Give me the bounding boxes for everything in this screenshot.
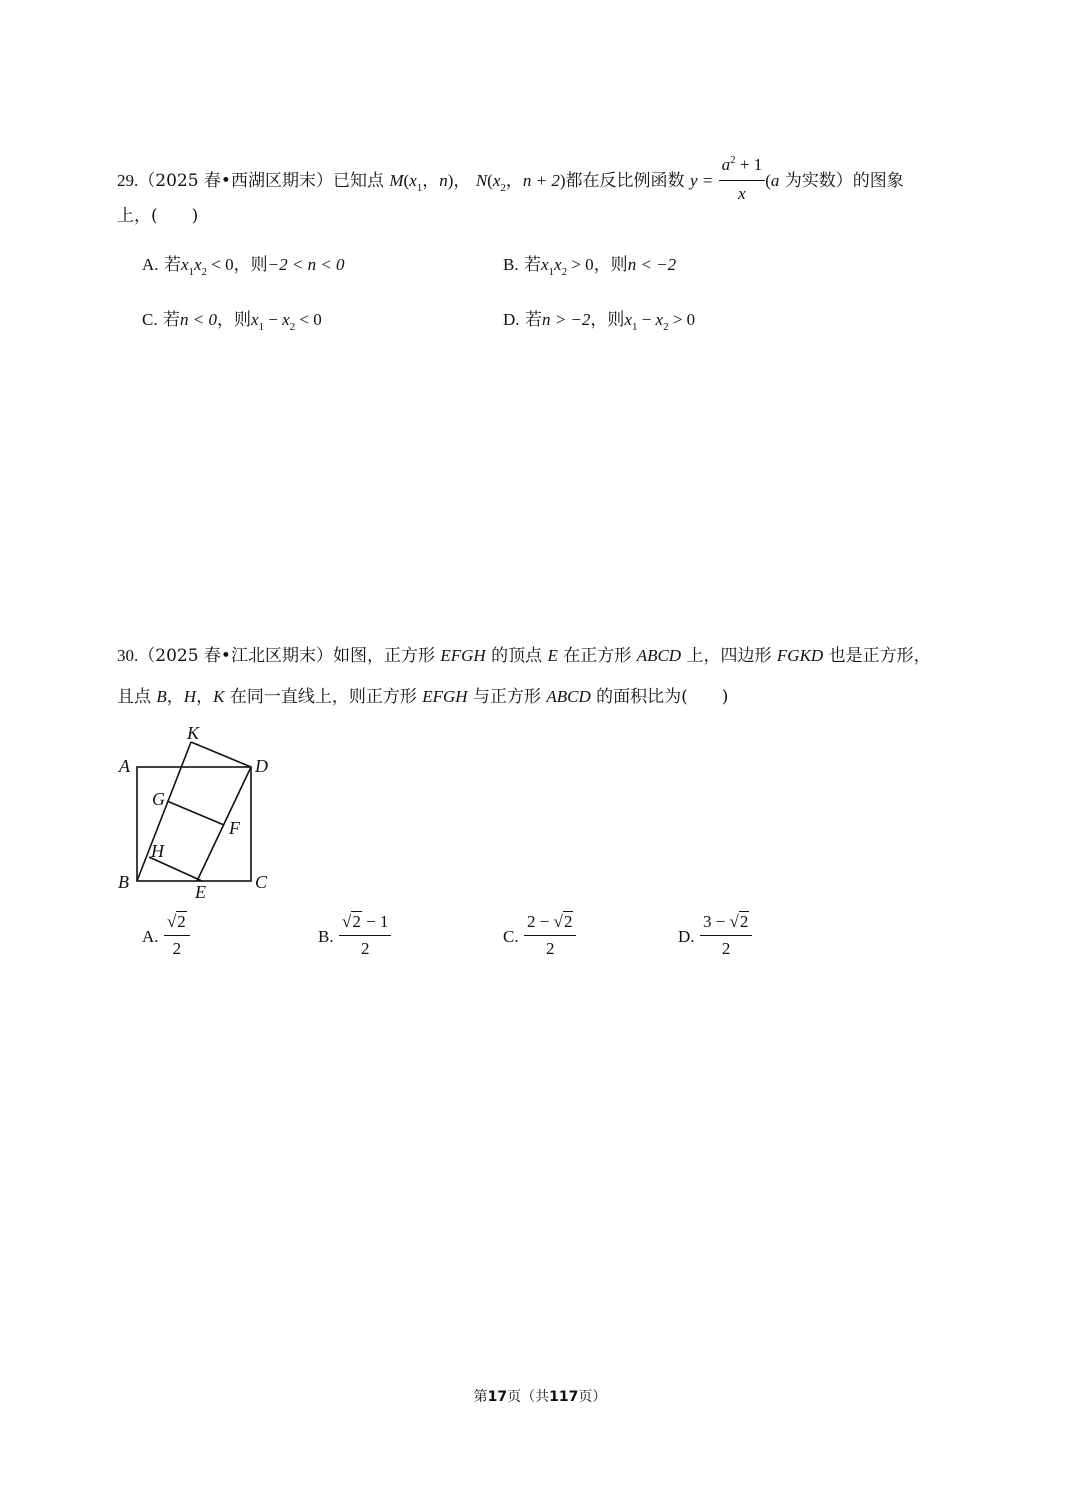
comma: ， [505,171,523,191]
cond-tail: > 0 [567,255,594,274]
var-x: x [492,171,501,190]
q29-point-M: M [389,171,404,190]
option-fraction: $\frac{3 - √2}{2}$ [700,911,752,960]
point-e: E [547,646,558,665]
cond-tail: < 0 [207,255,234,274]
result-tail: < 0 [295,310,322,329]
q29-stem-line2: 上，( ) [117,206,199,226]
plus-one: + 1 [735,155,763,174]
q30-option-c[interactable] [503,913,576,962]
sub: 1 [416,182,423,194]
q30-option-b[interactable] [318,913,391,962]
line-kd [191,742,251,767]
comma: ， [196,687,214,707]
text-ze: ，则 [593,255,628,275]
radicand: 2 [739,912,749,931]
text-ruo: 若 [524,310,542,330]
radicand: 2 [352,912,361,931]
result-tail: > 0 [668,310,696,329]
q29-text-known: 已知点 [332,171,384,191]
num-pre: 3 − [702,912,730,931]
q30-stem-line1 [117,644,931,668]
text: 的面积比为( ) [596,687,729,707]
q29-number: 29. [117,171,139,190]
footer-text: 第 [473,1389,488,1405]
q30-number: 30. [117,646,139,665]
option-label: C. [142,310,158,329]
paren: ( [487,171,493,190]
radicand: 2 [177,912,186,931]
option-label: B. [318,927,334,946]
option-label: A. [142,255,159,274]
denominator: 2 [360,939,370,958]
text: 也是正方形， [828,646,931,666]
paren: ) [447,171,454,190]
square-abcd: ABCD [546,687,591,706]
denominator: 2 [721,939,731,958]
comma: ， [166,687,184,707]
var-x: x [409,171,417,190]
square-efgh: EFGH [422,687,468,706]
label-h: H [151,841,164,861]
label-a: A [119,756,130,776]
paren: ) [559,171,566,190]
frac-den: x [738,184,746,203]
option-label: B. [503,255,519,274]
option-result: −2 < n < 0 [267,255,345,274]
q29-fraction [719,154,766,205]
label-c: C [255,872,268,892]
var-n: n [439,171,448,190]
q30-option-d[interactable] [678,913,752,962]
point-k: K [213,687,225,706]
text-ruo: 若 [163,310,180,330]
text-ze: ，则 [590,310,625,330]
expr-n-plus-2: n + 2 [522,171,560,190]
q29-point-N: N [475,171,488,190]
option-label: D. [678,927,695,946]
option-label: C. [503,927,519,946]
q29-text-real: 为实数）的图象 [784,171,904,191]
footer-text: 页） [578,1389,607,1405]
text: 上，四边形 [686,646,772,666]
square-efgh: EFGH [440,646,486,665]
option-fraction: $\frac{2 - √2}{2}$ [524,911,576,960]
comma: ， [422,171,440,191]
text: 如图，正方形 [332,646,435,666]
text-ze: ，则 [216,310,251,330]
denominator: 2 [545,939,555,958]
paren: ( [403,171,410,190]
sub: 2 [500,182,506,194]
q30-option-a[interactable] [142,913,190,962]
option-fraction: $\frac{√2 - 1}{2}$ [339,911,391,960]
label-k: K [187,723,200,743]
option-result: n < −2 [627,255,677,274]
text: 与正方形 [472,687,541,707]
option-fraction: $\frac{√2}{2}$ [164,911,190,960]
denominator: 2 [172,939,182,958]
num-pre: 2 − [527,912,554,931]
label-d: D [255,756,268,776]
text: 的顶点 [491,646,543,666]
text-ruo: 若 [524,255,541,275]
option-cond: n > −2 [541,310,591,329]
text: 在正方形 [563,646,632,666]
var-a: a [770,171,780,190]
option-cond: n < 0 [180,310,217,329]
q29-y-eq: y = [689,171,714,190]
q29-option-c[interactable]: C. 若n < 0，则$x_1 - x_2 < 0$ [142,310,322,333]
label-f: F [229,818,240,838]
minus: − [264,310,283,329]
q30-figure [110,720,290,905]
sup: 2 [730,154,736,166]
label-e: E [195,882,206,902]
line-de [197,767,251,881]
text: 在同一直线上，则正方形 [229,687,417,707]
point-h: H [183,687,197,706]
footer-text: 页（共 [507,1389,550,1405]
q30-stem-line2 [117,685,728,709]
line-gf [167,801,224,825]
option-label: D. [503,310,520,329]
page-footer [0,1386,1080,1406]
q29-option-a[interactable]: A. 若$x_1x_2 < 0$，则−2 < n < 0 [142,255,345,278]
q29-option-b[interactable]: B. 若$x_1x_2 > 0$，则n < −2 [503,255,677,278]
text-ze: ，则 [233,255,268,275]
minus: − [637,310,656,329]
label-g: G [152,789,165,809]
comma: ， [453,171,471,191]
square-abcd: ABCD [636,646,682,665]
q29-text-on: 都在反比例函数 [565,171,685,191]
q29-stem-line1 [117,156,904,207]
option-label: A. [142,927,159,946]
q29-option-d[interactable]: D. 若n > −2，则$x_1 - x_2 > 0$ [503,310,696,333]
label-b: B [118,872,129,892]
point-b: B [156,687,167,706]
radicand: 2 [563,912,573,931]
page-number: 17 [487,1389,508,1405]
paren: ( [765,171,771,190]
q29-source: （2025 春•西湖区期末） [138,171,333,191]
num-post: − 1 [361,912,389,931]
line-bk [137,742,191,881]
square-fgkd: FGKD [776,646,824,665]
q30-source: （2025 春•江北区期末） [138,646,333,666]
text-ruo: 若 [163,255,181,275]
text: 且点 [117,687,151,707]
page-total: 117 [549,1389,579,1405]
var-a: a [721,155,731,174]
